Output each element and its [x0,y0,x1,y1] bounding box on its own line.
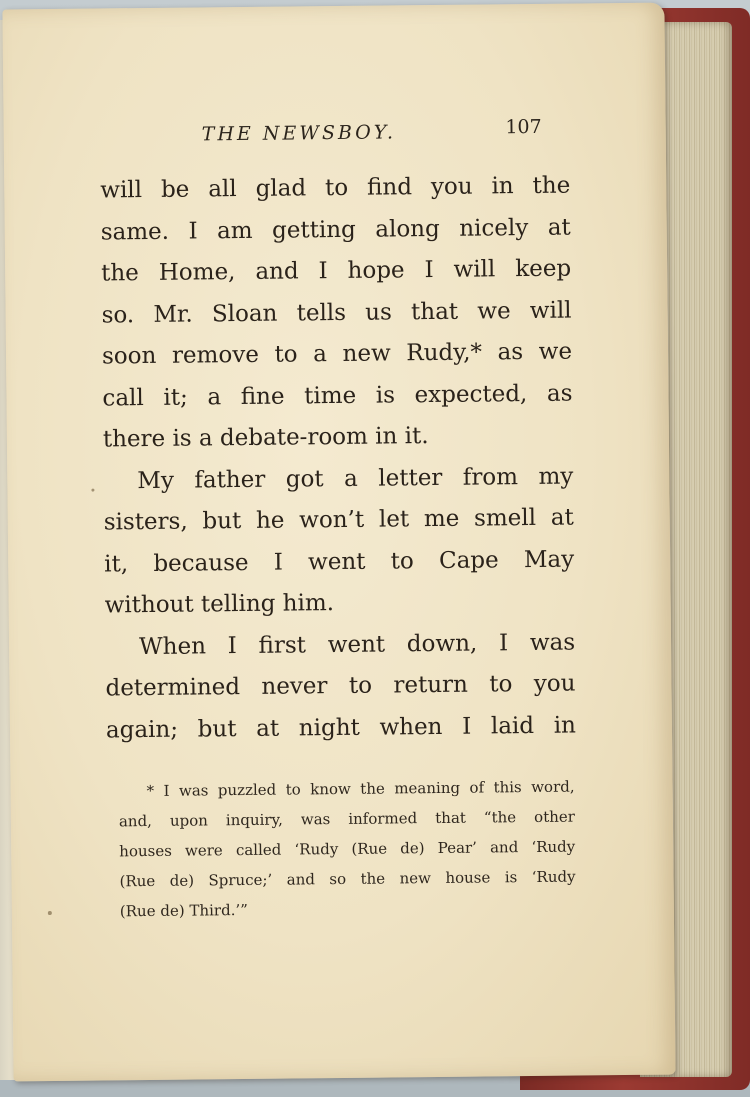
page-header [202,116,562,154]
text-line: call it; a fine time is expected, as [102,380,573,411]
paper-speck [91,489,94,492]
footnote [118,772,576,927]
text-line: without telling him. [104,590,335,619]
footnote-line: * I was puzzled to know the meaning of this word, [146,777,575,801]
book-page [2,3,675,1082]
text-line: there is a debate-room in it. [102,423,429,453]
text-line: so. Mr. Sloan tells us that we will [101,297,572,328]
text-line: will be all glad to find you in the [100,172,571,204]
text-line: My father got a letter from my [137,463,574,494]
text-line: again; but at night when I laid in [105,712,577,743]
text-line: determined never to return to you [105,670,576,702]
running-head: THE NEWSBOY. [201,121,397,146]
paper-speck [48,911,52,915]
footnote-line: and, upon inquiry, was informed that “the other [118,807,575,831]
footnote-line: (Rue de) Spruce;’ and so the new house is ‘Rudy [119,867,576,891]
text-line: sisters, but he won’t let me smell at [103,504,574,536]
footnote-line: houses were called ‘Rudy (Rue de) Pear’ and ‘Rudy [119,837,576,861]
page-number: 107 [505,115,542,139]
body-text [100,166,576,752]
text-line: it, because I went to Cape May [104,546,575,577]
footnote-line: (Rue de) Third.’” [119,900,248,921]
text-line: When I first went down, I was [138,629,576,660]
text-line: same. I am getting along nicely at [100,214,571,245]
text-line: the Home, and I hope I will keep [101,255,572,287]
text-line: soon remove to a new Rudy,* as we [101,338,573,370]
